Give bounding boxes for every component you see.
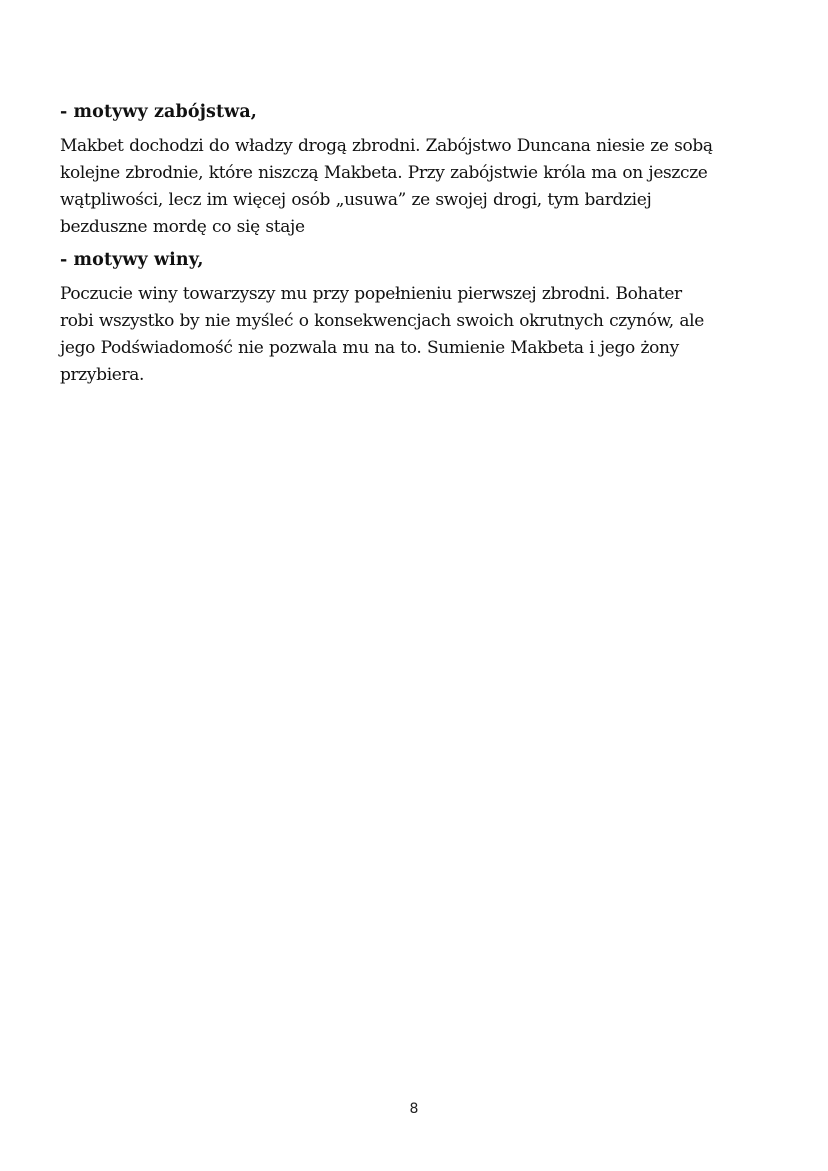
- section-motywy-zabojstwa: [60, 99, 772, 241]
- section-motywy-winy: [60, 247, 772, 389]
- page-content: [60, 99, 772, 395]
- paragraph-line: robi wszystko by nie myśleć o konsekwencjach swoich okrutnych czynów, ale: [60, 311, 704, 331]
- paragraph-line: bezduszne mordę co się staje: [60, 217, 305, 237]
- section-paragraph: [60, 281, 772, 389]
- paragraph-line: Poczucie winy towarzyszy mu przy popełnieniu pierwszej zbrodni. Bohater: [60, 284, 682, 304]
- page-number: 8: [409, 1101, 419, 1117]
- paragraph-line: wątpliwości, lecz im więcej osób „usuwa” ze swojej drogi, tym bardziej: [60, 190, 652, 210]
- paragraph-line: Makbet dochodzi do władzy drogą zbrodni. Zabójstwo Duncana niesie ze sobą: [60, 136, 713, 156]
- paragraph-line: przybiera.: [60, 365, 145, 385]
- paragraph-line: jego Podświadomość nie pozwala mu na to. Sumienie Makbeta i jego żony: [60, 338, 679, 358]
- paragraph-line: kolejne zbrodnie, które niszczą Makbeta. Przy zabójstwie króla ma on jeszcze: [60, 163, 708, 183]
- section-heading: - motywy winy,: [60, 250, 204, 270]
- section-heading: - motywy zabójstwa,: [60, 102, 257, 122]
- section-paragraph: [60, 133, 772, 241]
